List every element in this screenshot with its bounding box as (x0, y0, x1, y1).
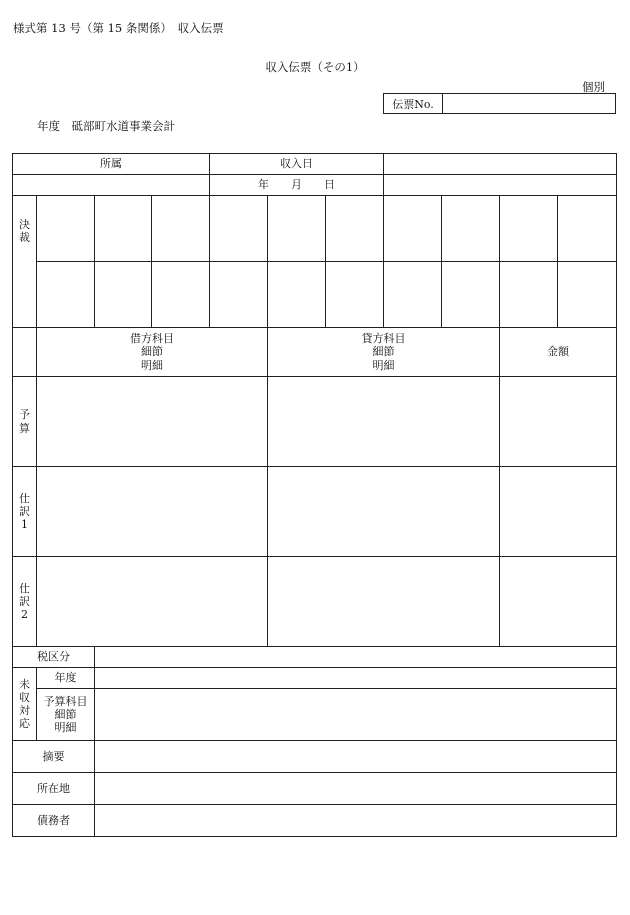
budget-amount-field[interactable] (500, 377, 617, 467)
approval-cell[interactable] (95, 262, 152, 328)
approval-cell[interactable] (500, 196, 558, 262)
credit-account-label: 貸方科目 (361, 332, 406, 346)
budget-credit-field[interactable] (268, 377, 500, 467)
budget-detail-label: 明細 (54, 721, 77, 735)
approval-cell[interactable] (268, 196, 326, 262)
tax-category-field[interactable] (95, 647, 617, 668)
tax-category-label: 税区分 (13, 647, 95, 668)
approval-cell[interactable] (37, 196, 95, 262)
approval-cell[interactable] (210, 196, 268, 262)
debit-account-header (37, 328, 268, 377)
voucher-number-label: 伝票No. (384, 94, 443, 113)
budget-items-label (37, 689, 95, 741)
approval-cell[interactable] (500, 262, 558, 328)
receipt-date-field[interactable]: 年 月 日 (210, 175, 384, 196)
budget-items-field[interactable] (95, 689, 617, 741)
debit-detail-label: 明細 (141, 358, 163, 372)
journal1-credit-field[interactable] (268, 467, 500, 557)
approval-cell[interactable] (268, 262, 326, 328)
approval-cell[interactable] (95, 196, 152, 262)
approval-cell[interactable] (442, 196, 500, 262)
affiliation-field[interactable] (13, 175, 210, 196)
blank-corner-cell (13, 328, 37, 377)
location-label: 所在地 (13, 773, 95, 805)
journal1-amount-field[interactable] (500, 467, 617, 557)
location-field[interactable] (95, 773, 617, 805)
year-label: 年度 (37, 668, 95, 689)
approval-cell[interactable] (442, 262, 500, 328)
journal2-label: 仕 訳 2 (13, 557, 37, 647)
affiliation-header: 所属 (13, 154, 210, 175)
page-title: 収入伝票（その1） (265, 60, 365, 74)
budget-debit-field[interactable] (37, 377, 268, 467)
debtor-label: 債務者 (13, 805, 95, 837)
voucher-number-box (383, 93, 616, 114)
receipt-date-header: 収入日 (210, 154, 384, 175)
approval-cell[interactable] (326, 196, 384, 262)
approval-cell[interactable] (384, 196, 442, 262)
budget-subsection-label: 細節 (54, 707, 77, 721)
journal2-credit-field[interactable] (268, 557, 500, 647)
kobetsu-label: 個別 (582, 80, 605, 94)
approval-cell[interactable] (152, 262, 210, 328)
approval-cell[interactable] (210, 262, 268, 328)
approval-cell[interactable] (384, 262, 442, 328)
approval-cell[interactable] (558, 262, 617, 328)
voucher-number-field[interactable] (443, 94, 615, 113)
journal1-label: 仕 訳 1 (13, 467, 37, 557)
journal1-debit-field[interactable] (37, 467, 268, 557)
debit-subsection-label: 細節 (141, 345, 163, 359)
debit-account-label: 借方科目 (130, 332, 174, 346)
fiscal-year-line: 年度 砥部町水道事業会計 (37, 119, 175, 133)
blank-field-cell[interactable] (384, 175, 617, 196)
summary-field[interactable] (95, 741, 617, 773)
approval-cell[interactable] (152, 196, 210, 262)
journal2-amount-field[interactable] (500, 557, 617, 647)
budget-account-label: 予算科目 (43, 694, 88, 708)
debtor-field[interactable] (95, 805, 617, 837)
year-field[interactable] (95, 668, 617, 689)
amount-header: 金額 (500, 328, 617, 377)
approval-cell[interactable] (558, 196, 617, 262)
blank-header-cell[interactable] (384, 154, 617, 175)
voucher-table (12, 153, 617, 837)
budget-label: 予 算 (13, 377, 37, 467)
credit-subsection-label: 細節 (372, 345, 395, 359)
approval-label: 決 裁 (13, 196, 37, 328)
journal2-debit-field[interactable] (37, 557, 268, 647)
approval-cell[interactable] (37, 262, 95, 328)
form-number: 様式第 13 号（第 15 条関係） 収入伝票 (13, 21, 224, 35)
credit-account-header (268, 328, 500, 377)
credit-detail-label: 明細 (372, 358, 395, 372)
summary-label: 摘要 (13, 741, 95, 773)
uncollected-label: 未 収 対 応 (13, 668, 37, 741)
approval-cell[interactable] (326, 262, 384, 328)
